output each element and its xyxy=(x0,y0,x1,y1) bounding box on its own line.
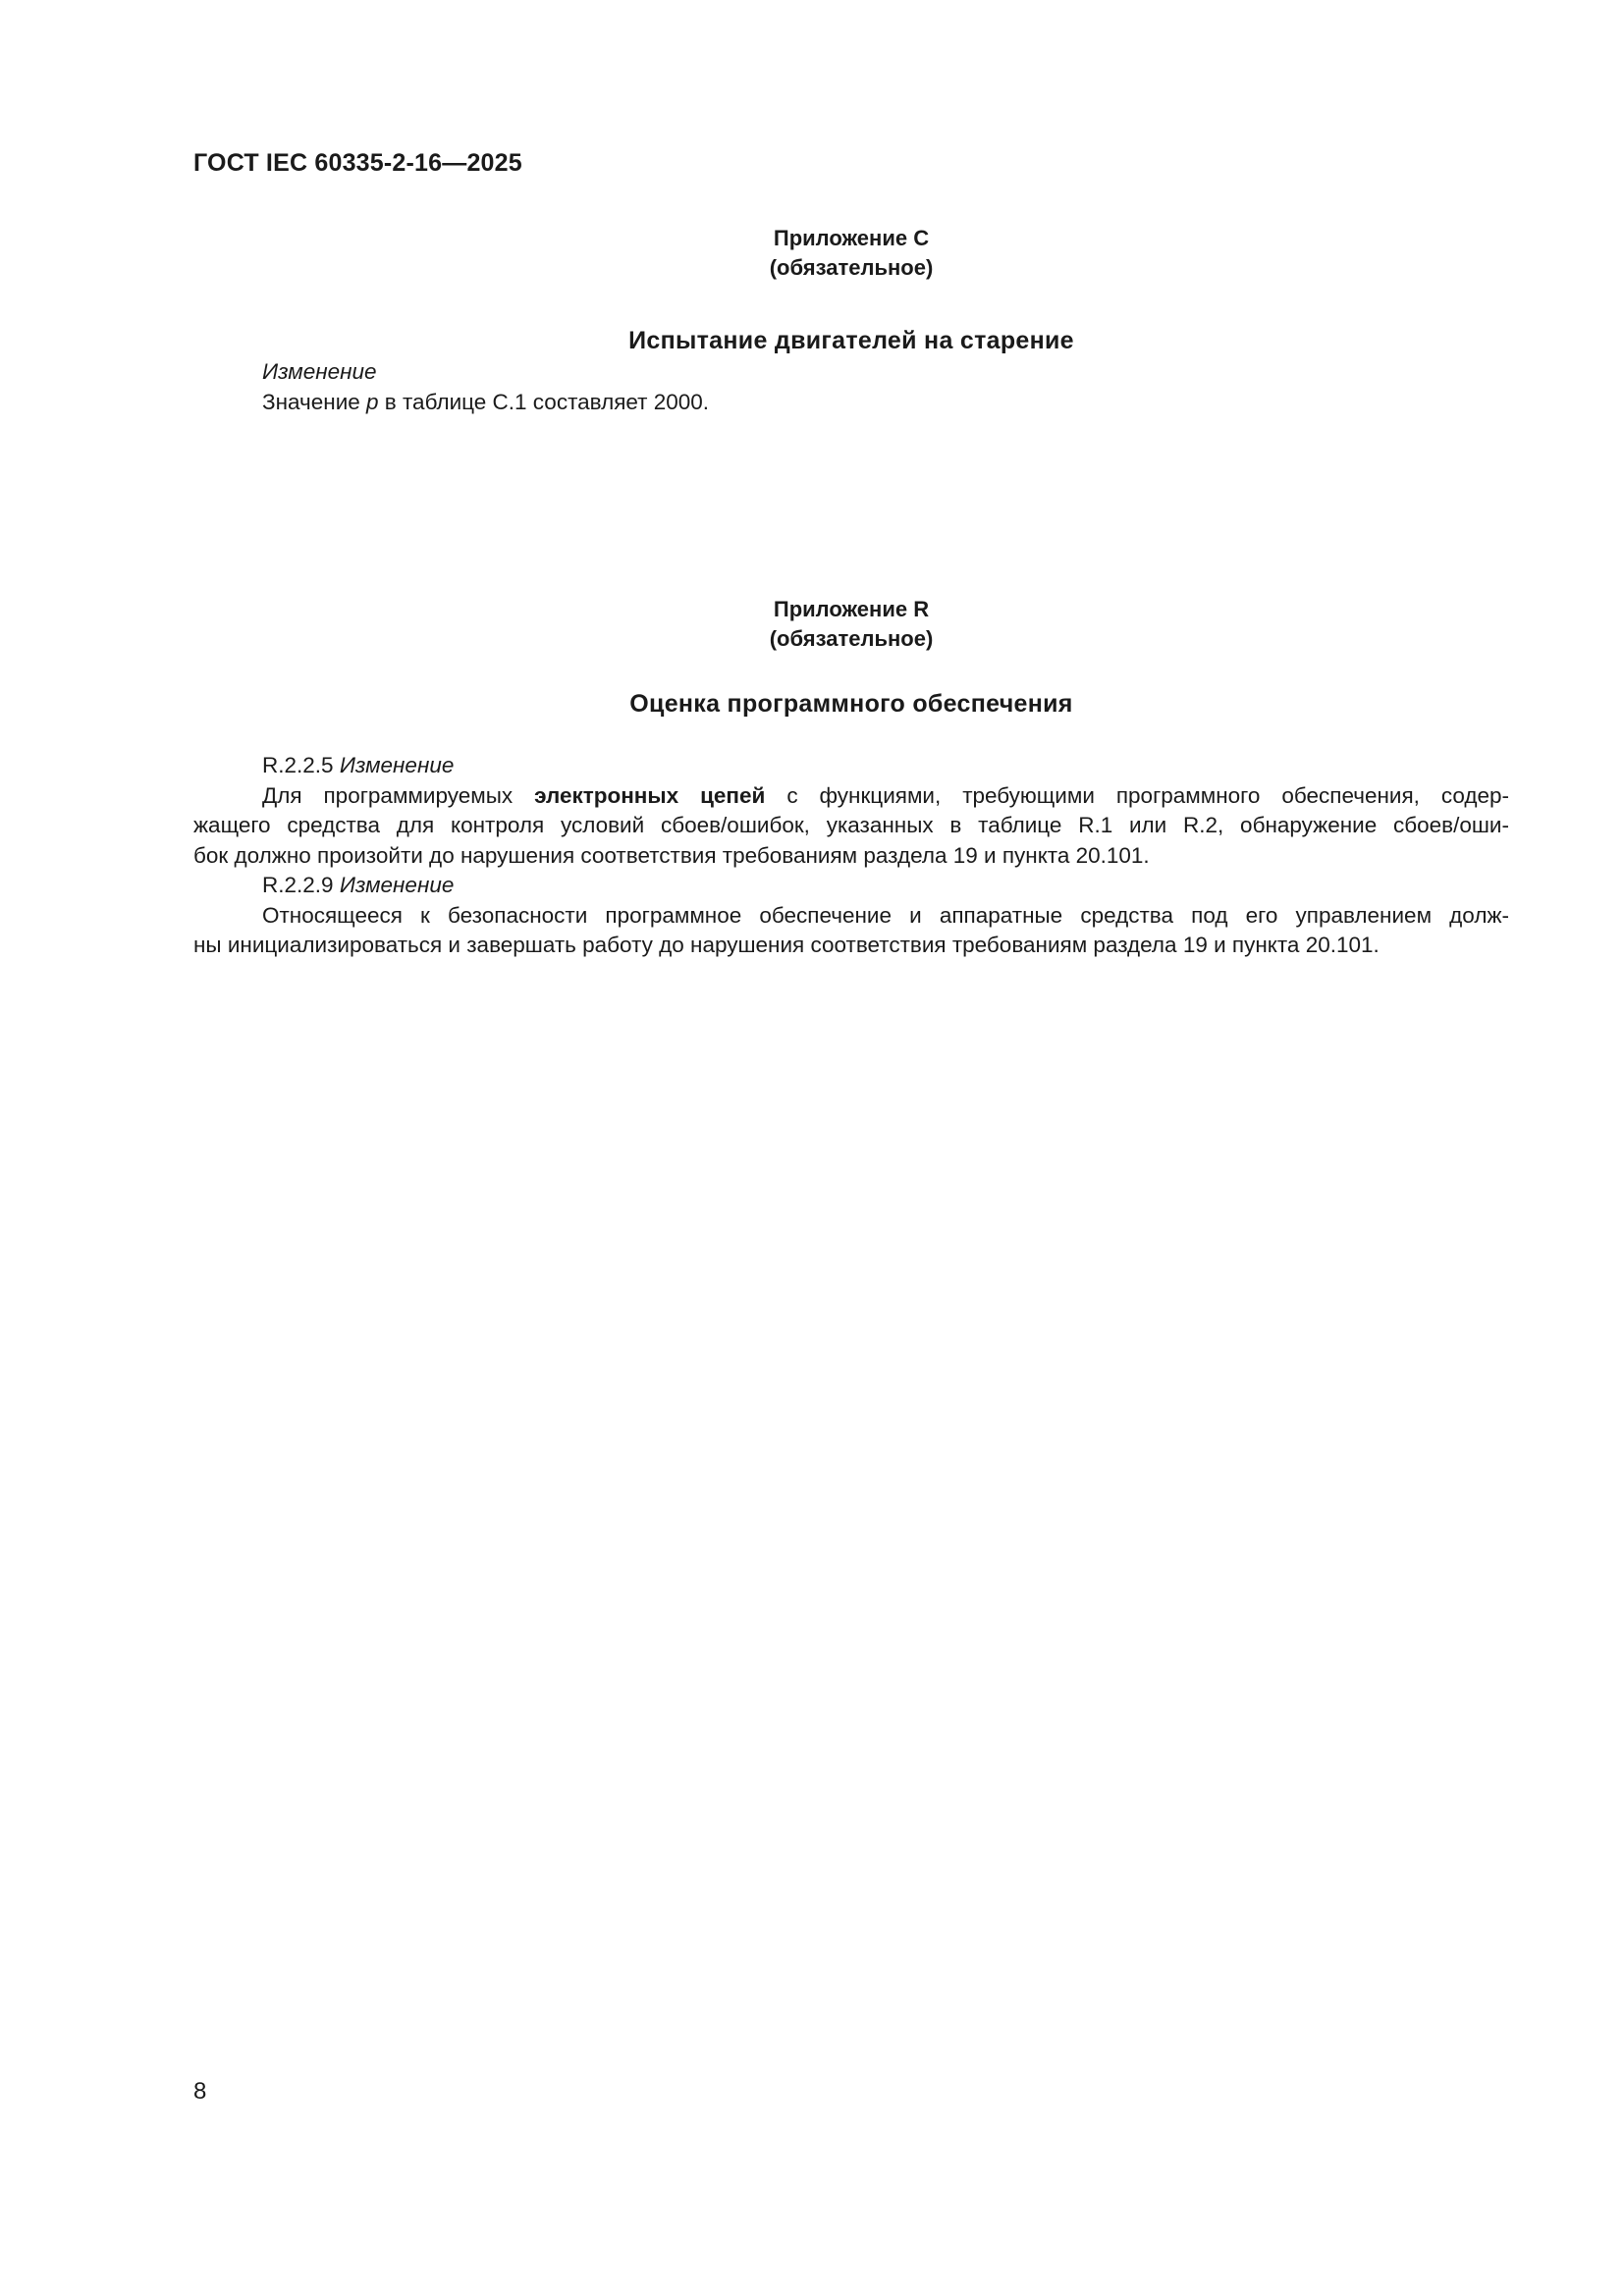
clause-r229-heading xyxy=(193,871,1509,901)
clause-r229-number: R.2.2.9 xyxy=(262,873,334,897)
clause-r229-line-2: ны инициализироваться и завершать работу до нарушения соответствия требованиям раздела 19 и пункта 20.101. xyxy=(193,933,1380,957)
page-number: 8 xyxy=(193,2078,207,2105)
clause-r225-text-1b: с функциями, требующими программного обеспечения, содер- xyxy=(765,782,1510,808)
clause-r229-change-label: Изменение xyxy=(339,873,455,897)
document-code: ГОСТ IEC 60335-2-16—2025 xyxy=(193,149,522,177)
annex-c-heading xyxy=(193,224,1509,283)
annex-c-title: Испытание двигателей на старение xyxy=(628,327,1074,354)
clause-r225-change-label: Изменение xyxy=(339,753,455,777)
annex-c-text-after: в таблице С.1 составляет 2000. xyxy=(378,389,710,414)
annex-c-body xyxy=(193,357,1509,417)
clause-r225-number: R.2.2.5 xyxy=(262,753,334,777)
clause-r225-heading xyxy=(193,751,1509,781)
annex-r-label: Приложение R xyxy=(773,597,930,621)
annex-r-title: Оценка программного обеспечения xyxy=(629,690,1073,718)
annex-c-label: Приложение С xyxy=(773,226,930,250)
clause-r229-line-1: Относящееся к безопасности программное обеспечение и аппаратные средства под его управлением долж- xyxy=(262,902,1509,928)
annex-c-status: (обязательное) xyxy=(769,255,934,280)
annex-c-text-before: Значение xyxy=(262,389,367,414)
clause-r225-line-1 xyxy=(193,781,1509,812)
clause-r225-bold-term: электронных цепей xyxy=(534,782,766,808)
annex-c-paragraph xyxy=(193,388,1509,418)
annex-c-variable: р xyxy=(366,389,379,414)
annex-r-heading xyxy=(193,595,1509,654)
clause-r225-line-3: бок должно произойти до нарушения соответствия требованиям раздела 19 и пункта 20.101. xyxy=(193,842,1150,868)
clause-r225-text-1a: Для программируемых xyxy=(262,782,535,808)
annex-r-body xyxy=(193,751,1509,961)
annex-r-status: (обязательное) xyxy=(769,626,934,651)
clause-r225-line-2: жащего средства для контроля условий сбоев/ошибок, указанных в таблице R.1 или R.2, обнаружение сбоев/оши- xyxy=(193,813,1509,837)
annex-c-change-label: Изменение xyxy=(262,359,377,384)
